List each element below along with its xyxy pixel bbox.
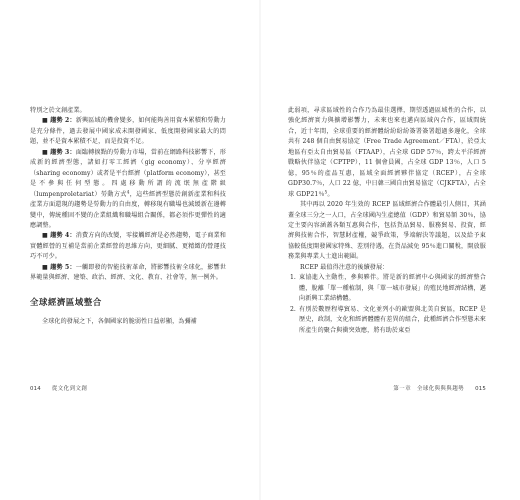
right-paragraph-3: RCEP 最值得注意的後續發展：: [300, 263, 389, 271]
left-page-body: [30, 106, 226, 327]
list-item: 1. 東協進入主動性，參與夥伴。將是新的經濟中心與國家的經濟整合體，脫離「單一種植制，與「單一城市發展」的殖民地經濟結構，邁向新興工業結構體。: [298, 273, 486, 304]
left-page-number: 014: [30, 386, 41, 392]
trend-4-label: ■ 趨勢 4：: [42, 232, 76, 240]
trend-5-label: ■ 趨勢 5：: [42, 263, 76, 271]
trend-5-text: 一觸即發的智能技術革命，將影響技術全球化，影響世界範量與經濟、建築、政治、經濟、文化、教育、社會等，無一例外。: [30, 263, 226, 282]
book-title-running-footer: 從文化到文創: [51, 386, 88, 392]
left-paragraph-1: 特別之於文創產業。: [30, 107, 86, 114]
right-paragraph-1-end: 。: [327, 190, 334, 198]
trend-5-paragraph: [30, 263, 226, 284]
right-paragraph-2: 其中再以 2020 年生效的 RCEP 區域經濟合作體最引人側目，其涵蓋全球三分之一人口，占全球國內生產總值（GDP）和貿易額 30％，協定主要內容涵蓋各類互惠與合作，包括貨品貿易、服務貿易、投資，經濟與技術合作，智慧財產權，競爭政策，爭端解決等議題，以及給予東協較低度開發國家特殊、差別待遇，在貨品減免 95％進口關稅，開放服務業與專業人士進出範圍。: [288, 201, 486, 261]
rcep-development-list: [288, 273, 486, 336]
footnote-5-marker: 5: [324, 189, 328, 195]
trend-3-label: ■ 趨勢 3：: [42, 148, 76, 156]
chapter-running-footer: 第一章 全球化與與與趨勢: [393, 386, 465, 392]
section-heading: 全球經濟區域整合: [30, 296, 102, 307]
trend-3-text: 面臨轉捩點的勞動力市場，當前在網路科技影響下，形成新的經濟型態，諸如打零工經濟（gig economy）、分享經濟（sharing economy）或者是平台經濟（platform economy），甚至是不參與任何型態。四處移動所謂的流氓無產階級（lumpenproletariat）勞動方式: [30, 148, 226, 198]
right-page-footer: [393, 384, 486, 392]
book-spine-fold: [259, 0, 261, 500]
trend-3-text-cont: ，這些經濟型態於創新產業和科技產業方面還現的趨勢是勞動力的自由度，轉移現有職場也減緩新在邊轉變中，傳統種固不變的企業組織和職場組合關係，都必須作更彈性的適應調整。: [30, 190, 226, 229]
left-page-footer: [30, 384, 87, 392]
right-paragraph-1: [288, 106, 486, 200]
right-paragraph-1-text: 此弱項，尋求區域性的合作乃為最佳選擇，期望透過區域性的合作，以強化經濟實力與擴增影響力，未來也來也邁向區域內合作，區域間統合，近十年間，全球重要的經濟體紛紛紛紛簽署簽署超過多邊化，全球共有 248 個自由貿易協定（Free Trade Agreement／FTA），於亞太地區有亞太自由貿易區（FTAAP），占全球 GDP 57％，跨太平洋經濟戰略伙伴協定（CPTPP），11 個會員國，占全球 GDP 13％，人口 5 億，95％的產品互惠，區域全面經濟夥伴協定（RCEP），占全球 GDP30.7％，人口 22 億，中日韓三國自由貿易協定（CJKFTA），占全球 GDP21％: [288, 107, 486, 198]
right-page-number: 015: [475, 386, 486, 392]
right-page-body: [288, 106, 486, 336]
trend-2-paragraph: [30, 116, 226, 147]
left-paragraph-6: 全球化的發展之下，各個國家的脆弱性日益彰顯，為彌補: [42, 317, 197, 325]
list-item: 2. 有別於數歷程導貿易、文化並列小的歐盟與北美自貿區，RCEP 是歷史，政制，文化和經濟體體有差異的組合，此種經濟合作型態未來所產生的聚合與衝突效應，將有助於東亞: [298, 305, 486, 336]
trend-4-paragraph: [30, 231, 226, 262]
trend-4-text: 消費方向的改變，零接觸經濟是必然趨勢，電子商業和實體經營的互補是當前企業經營的思維方向，更細膩、更精緻的營運技巧不可少。: [30, 232, 226, 261]
footnote-4-marker: 4: [126, 189, 130, 195]
trend-3-paragraph: [30, 148, 226, 232]
trend-2-label: ■ 趨勢 2：: [42, 117, 76, 125]
trend-2-text: 新興區域的機會變多，如何能夠善用資本累積和勞動力是充分條件，過去發展中國家成未開發國家、低度開發國家最大的問題，並不是資本累積不足，而是投資不足。: [30, 117, 226, 146]
